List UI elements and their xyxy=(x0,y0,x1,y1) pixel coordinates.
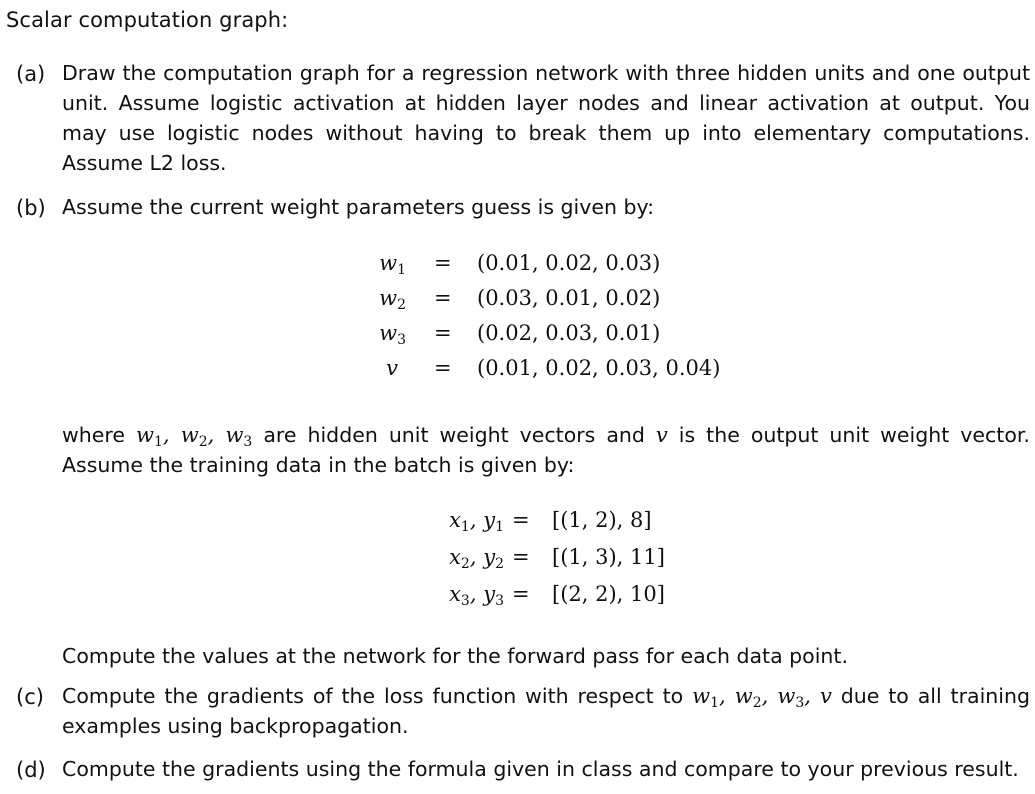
data-row-3 xyxy=(0,582,1035,612)
part-a-label: (a) xyxy=(16,62,46,86)
weight-row-w2 xyxy=(0,286,1035,316)
equals-sign: = xyxy=(434,251,452,275)
data-row-1 xyxy=(0,508,1035,538)
weight-value: (0.03, 0.01, 0.02) xyxy=(477,286,661,310)
part-c-text: Compute the gradients of the loss function with respect to $w_1$, $w_2$, $w_3$, v due to all training examples using backpropagation. xyxy=(62,684,1030,738)
data-symbol: $x_2$, $y_2$ xyxy=(449,545,504,572)
weight-row-v xyxy=(0,356,1035,386)
part-d-label: (d) xyxy=(16,758,46,782)
weight-symbol: $w_3$ xyxy=(379,321,406,348)
equals-sign: = xyxy=(434,356,452,380)
weight-value: (0.01, 0.02, 0.03, 0.04) xyxy=(477,356,721,380)
data-value: [(1, 3), 11] xyxy=(552,545,665,569)
equals-sign: = xyxy=(512,582,530,606)
hidden-weight-symbols: $w_1$, $w_2$, $w_3$ xyxy=(135,423,253,450)
gradient-variables: $w_1$, $w_2$, $w_3$, v xyxy=(692,684,832,711)
equals-sign: = xyxy=(434,286,452,310)
part-b-closing: Compute the values at the network for the forward pass for each data point. xyxy=(62,644,848,668)
page-heading: Scalar computation graph: xyxy=(6,8,289,32)
weight-row-w1 xyxy=(0,251,1035,281)
weight-value: (0.01, 0.02, 0.03) xyxy=(477,251,661,275)
weight-symbol: v xyxy=(386,356,398,380)
part-b-label: (b) xyxy=(16,196,46,220)
weight-symbol: $w_2$ xyxy=(379,286,406,313)
weight-symbol: $w_1$ xyxy=(379,251,406,278)
equals-sign: = xyxy=(512,545,530,569)
part-b-where-text: where $w_1$, $w_2$, $w_3$ are hidden unit weight vectors and v is the output unit weight vector. Assume the training data in the batch is given by: xyxy=(62,423,1030,477)
equals-sign: = xyxy=(434,321,452,345)
part-a-text: Draw the computation graph for a regression network with three hidden units and one output unit. Assume logistic activation at hidden layer nodes and linear activation at output. You may use logistic nodes without having to break them up into elementary computations. Assume L2 loss. xyxy=(62,61,1030,175)
data-symbol: $x_1$, $y_1$ xyxy=(449,508,504,535)
data-symbol: $x_3$, $y_3$ xyxy=(449,582,504,609)
data-value: [(2, 2), 10] xyxy=(552,582,665,606)
data-row-2 xyxy=(0,545,1035,575)
part-d-text: Compute the gradients using the formula given in class and compare to your previous result. xyxy=(62,757,1019,781)
part-c-label: (c) xyxy=(16,685,44,709)
data-value: [(1, 2), 8] xyxy=(552,508,652,532)
part-b-intro: Assume the current weight parameters guess is given by: xyxy=(62,195,655,219)
output-weight-symbol: v xyxy=(655,423,668,447)
weight-row-w3 xyxy=(0,321,1035,351)
equals-sign: = xyxy=(512,508,530,532)
weight-value: (0.02, 0.03, 0.01) xyxy=(477,321,661,345)
